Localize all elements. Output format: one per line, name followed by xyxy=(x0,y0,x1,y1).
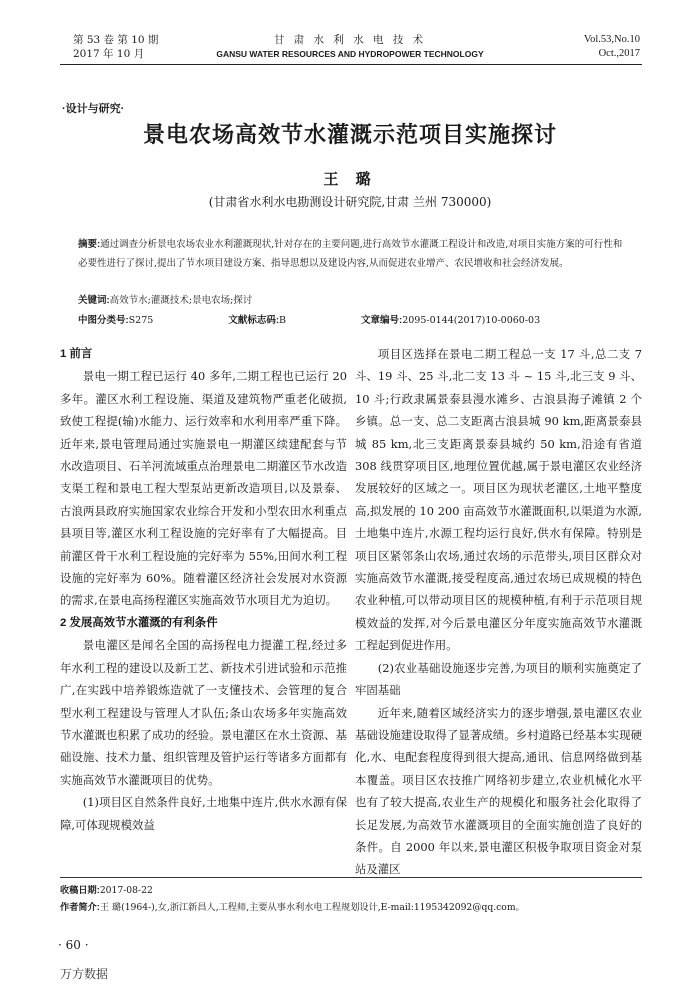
right-paragraph-1: 项目区选择在景电二期工程总一支 17 斗,总二支 7 斗、19 斗、25 斗,北二支 13 斗 ~ 15 斗,北三支 9 斗、10 斗;行政隶属景泰县漫水滩乡、古浪县海子滩镇 2 个乡镇。总一支、总二支距离古浪县城 90 km,距离景泰县城 85 km,北三支距离景泰县城约 50 km,沿途有省道 308 线贯穿项目区,地理位置优越,属于景电灌区农业经济发展较好的区域之一。项目区为现状老灌区,土地平整度高,拟发展的 10 200 亩高效节水灌溉面积,以渠道为水源,土地集中连片,水源工程均运行良好,供水有保障。特别是项目区紧邻条山农场,通过农场的示范带头,项目区群众对实施高效节水灌溉,接受程度高,通过农场已成规模的特色农业种植,可以带动项目区的规模种植,有利于示范项目规模效益的发挥,对今后景电灌区分年度实施高效节水灌溉工程起到促进作用。 xyxy=(355,347,642,653)
keywords-label: 关键词: xyxy=(78,295,110,306)
journal-name xyxy=(200,33,500,61)
author-bio-label: 作者简介: xyxy=(60,902,100,912)
author-bio xyxy=(60,899,660,913)
journal-name-en: GANSU WATER RESOURCES AND HYDROPOWER TECHNOLOGY xyxy=(216,49,484,59)
journal-volume-info xyxy=(73,33,158,61)
page-number: · 60 · xyxy=(58,938,89,952)
clc-label: 中图分类号: xyxy=(78,315,129,326)
doc-code-value: B xyxy=(279,315,286,326)
keywords xyxy=(78,292,252,306)
footnote-rule xyxy=(60,877,642,878)
volume-issue-en: Vol.53,No.10 xyxy=(583,34,640,45)
abstract-text: 通过调查分析景电农场农业水利灌溉现状,针对存在的主要问题,进行高效节水灌溉工程设计和改造,对项目实施方案的可行性和必要性进行了探讨,提出了节水项目建设方案、指导思想以及建设内容,从而促进农业增产、农民增收和社会经济发展。 xyxy=(78,239,623,269)
doc-code-label: 文献标志码: xyxy=(228,315,280,326)
header-rule xyxy=(60,64,642,65)
publication-date-en: Oct.,2017 xyxy=(598,48,640,59)
received-value: 2017-08-22 xyxy=(99,885,153,896)
abstract xyxy=(78,235,626,273)
author-bio-text: 王 璐(1964-),女,浙江新昌人,工程师,主要从事水利水电工程规划设计,E-mail:1195342092@qq.com。 xyxy=(99,902,525,913)
publication-date: 2017 年 10 月 xyxy=(73,48,145,60)
watermark: 万方数据 xyxy=(60,967,109,981)
section-2-heading: 2 发展高效节水灌溉的有利条件 xyxy=(60,616,218,629)
received-date xyxy=(60,882,153,896)
right-paragraph-2: (2)农业基础设施逐步完善,为项目的顺利实施奠定了牢固基础 xyxy=(355,660,642,698)
right-column xyxy=(355,343,642,881)
section-tag: ·设计与研究· xyxy=(62,103,125,115)
journal-name-cn: 甘 肃 水 利 水 电 技 术 xyxy=(273,34,427,46)
clc-value: S275 xyxy=(128,315,154,326)
article-title: 景电农场高效节水灌溉示范项目实施探讨 xyxy=(142,122,557,148)
received-label: 收稿日期: xyxy=(60,885,100,895)
article-number-label: 文章编号: xyxy=(361,315,403,326)
abstract-label: 摘要: xyxy=(78,239,101,250)
article-number-value: 2095-0144(2017)10-0060-03 xyxy=(402,315,541,326)
classification-meta xyxy=(78,312,638,326)
section-1-heading: 1 前言 xyxy=(60,348,93,360)
section-1-paragraph: 景电一期工程已运行 40 多年,二期工程也已运行 20 多年。灌区水利工程设施、渠道及建筑物严重老化破损,致使工程提(输)水能力、运行效率和水利用率严重下降。近年来,景电管理局通过实施景电一期灌区续建配套与节水改造项目、石羊河流域重点治理景电二期灌区节水改造支渠工程和景电工程大型泵站更新改造项目,以及景泰、古浪两县政府实施国家农业综合开发和小型农田水利重点县项目等,灌区水利工程设施的完好率有了大幅提高。目前灌区骨干水利工程设施的完好率为 55%,田间水利工程设施的完好率为 60%。随着灌区经济社会发展对水资源的需求,在景电高扬程灌区实施高效节水项目尤为迫切。 xyxy=(60,369,347,608)
section-2-paragraph-1: 景电灌区是闻名全国的高扬程电力提灌工程,经过多年水利工程的建设以及新工艺、新技术引进试验和示范推广,在实践中培养锻炼造就了一支懂技术、会管理的复合型水利工程建设与管理人才队伍;条山农场多年实施高效节水灌溉也积累了成功的经验。景电灌区在水土资源、基础设施、技术力量、组织管理及管护运行等诸多方面都有实施高效节水灌溉项目的优势。 xyxy=(60,638,347,787)
right-paragraph-3: 近年来,随着区域经济实力的逐步增强,景电灌区农业基础设施建设取得了显著成绩。乡村道路已经基本实现硬化,水、电配套程度得到很大提高,通讯、信息网络做到基本覆盖。项目区农技推广网络初步建立,农业机械化水平也有了较大提高,农业生产的规模化和服务社会化取得了长足发展,为高效节水灌溉项目的全面实施创造了良好的条件。自 2000 年以来,景电灌区积极争取项目资金对泵站及灌区 xyxy=(355,705,642,877)
left-column xyxy=(60,343,347,836)
keywords-text: 高效节水;灌溉技术;景电农场;探讨 xyxy=(109,295,253,306)
volume-issue: 第 53 卷 第 10 期 xyxy=(73,34,159,46)
journal-volume-en xyxy=(520,33,640,61)
author-name: 王 璐 xyxy=(323,170,377,188)
author-affiliation: (甘肃省水利水电勘测设计研究院,甘肃 兰州 730000) xyxy=(208,195,492,209)
section-2-paragraph-2: (1)项目区自然条件良好,土地集中连片,供水水源有保障,可体现规模效益 xyxy=(60,795,347,832)
